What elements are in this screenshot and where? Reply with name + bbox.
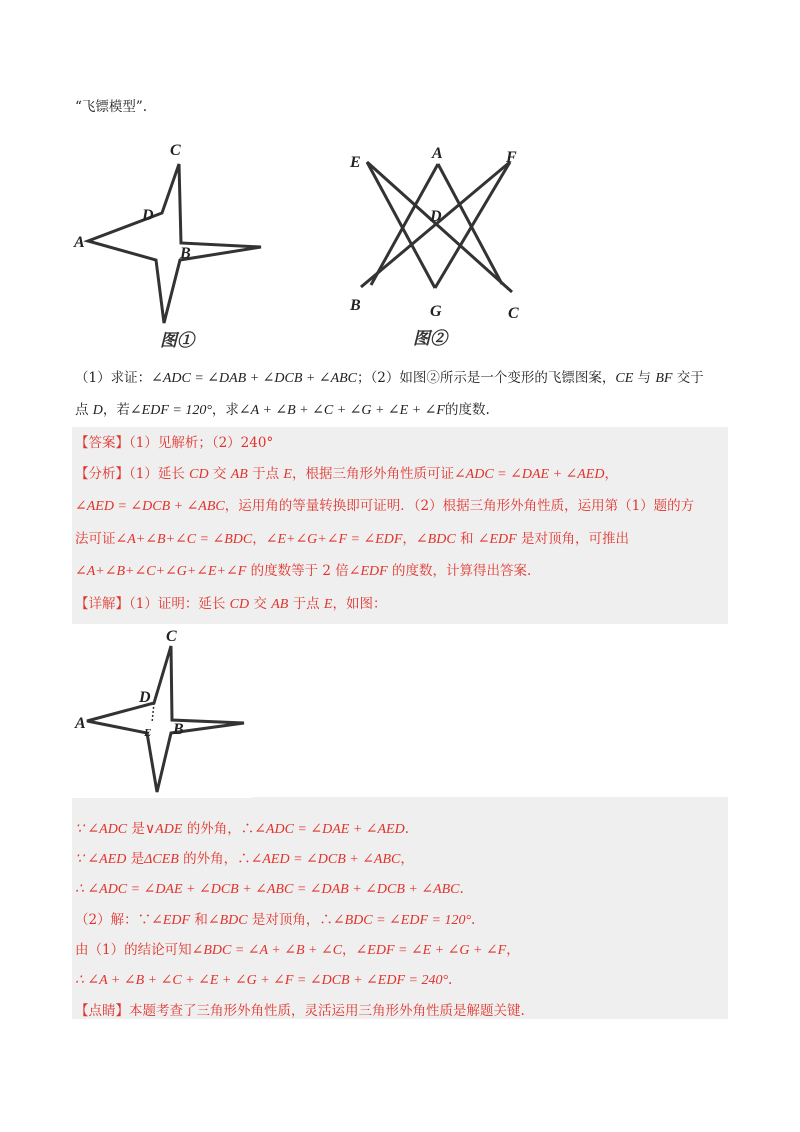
detail-tag: 【详解】 [75, 596, 129, 612]
question-line-2: 点 D，若∠EDF = 120°，求∠A + ∠B + ∠C + ∠G + ∠E + ∠F的度数. [75, 402, 490, 418]
comment-tag: 【点睛】 [75, 1003, 129, 1019]
answer-tag: 【答案】 [75, 435, 129, 451]
fig2-label-d: D [430, 208, 442, 225]
fig2-label-e: E [350, 154, 361, 171]
fig2-label-c: C [508, 305, 519, 322]
question-line-1: （1）求证：∠ADC = ∠DAB + ∠DCB + ∠ABC；（2）如图②所示是一个变形的飞镖图案，CE 与 BF 交于 [75, 370, 704, 386]
detail-step-1: ∵ ∠ADC 是∨ADE 的外角，∴∠ADC = ∠DAE + ∠AED. [75, 821, 410, 837]
comment-text: 本题考查了三角形外角性质，灵活运用三角形外角性质是解题关键. [129, 1003, 525, 1019]
comment-line [75, 1002, 525, 1020]
answer-line [75, 434, 273, 452]
detail-fig-label-a: A [75, 715, 86, 732]
fig1-label-b: B [180, 245, 191, 262]
figure-2-star [340, 140, 540, 355]
fig1-label-a: A [74, 234, 85, 251]
fig2-label-b: B [350, 297, 361, 314]
detail-step-2: ∵ ∠AED 是ΔCEB 的外角，∴∠AED = ∠DCB + ∠ABC， [75, 851, 414, 867]
detail-step-3: ∴ ∠ADC = ∠DAE + ∠DCB + ∠ABC = ∠DAB + ∠DCB + ∠ABC. [75, 881, 464, 897]
detail-line-1: 【详解】（1）证明：延长 CD 交 AB 于点 E，如图： [75, 596, 387, 612]
detail-figure [72, 624, 252, 798]
analysis-line-2: ∠AED = ∠DCB + ∠ABC，运用角的等量转换即可证明．（2）根据三角形外角性质，运用第（1）题的方 [75, 498, 695, 514]
fig1-label-d: D [142, 207, 154, 224]
detail-fig-label-c: C [166, 628, 177, 645]
fig2-label-a: A [432, 145, 443, 162]
analysis-tag: 【分析】 [75, 466, 129, 482]
detail-fig-label-b: B [173, 721, 184, 738]
fig2-label-g: G [430, 303, 442, 320]
detail-step-4: （2）解：∵∠EDF 和∠BDC 是对顶角，∴∠BDC = ∠EDF = 120°. [75, 912, 476, 928]
detail-step-6: ∴ ∠A + ∠B + ∠C + ∠E + ∠G + ∠F = ∠DCB + ∠EDF = 240°. [75, 972, 453, 988]
detail-fig-label-e: E [144, 727, 152, 739]
analysis-line-4: ∠A+∠B+∠C+∠G+∠E+∠F 的度数等于 2 倍∠EDF 的度数，计算得出答案. [75, 563, 532, 579]
analysis-line-1: 【分析】（1）延长 CD 交 AB 于点 E，根据三角形外角性质可证∠ADC = ∠DAE + ∠AED， [75, 466, 618, 482]
fig2-caption: 图② [413, 329, 447, 348]
figure-1-dart [70, 135, 270, 350]
detail-fig-label-d: D [139, 689, 151, 706]
fig1-caption: 图① [160, 331, 194, 350]
analysis-line-3: 法可证∠A+∠B+∠C = ∠BDC，∠E+∠G+∠F = ∠EDF，∠BDC 和 ∠EDF 是对顶角，可推出 [75, 531, 629, 547]
answer-text: （1）见解析；（2）240° [129, 435, 274, 451]
intro-text: “飞镖模型”. [75, 99, 148, 115]
fig1-label-c: C [170, 142, 181, 159]
fig2-label-f: F [506, 149, 517, 166]
detail-step-5: 由（1）的结论可知∠BDC = ∠A + ∠B + ∠C，∠EDF = ∠E + ∠G + ∠F， [75, 942, 520, 958]
